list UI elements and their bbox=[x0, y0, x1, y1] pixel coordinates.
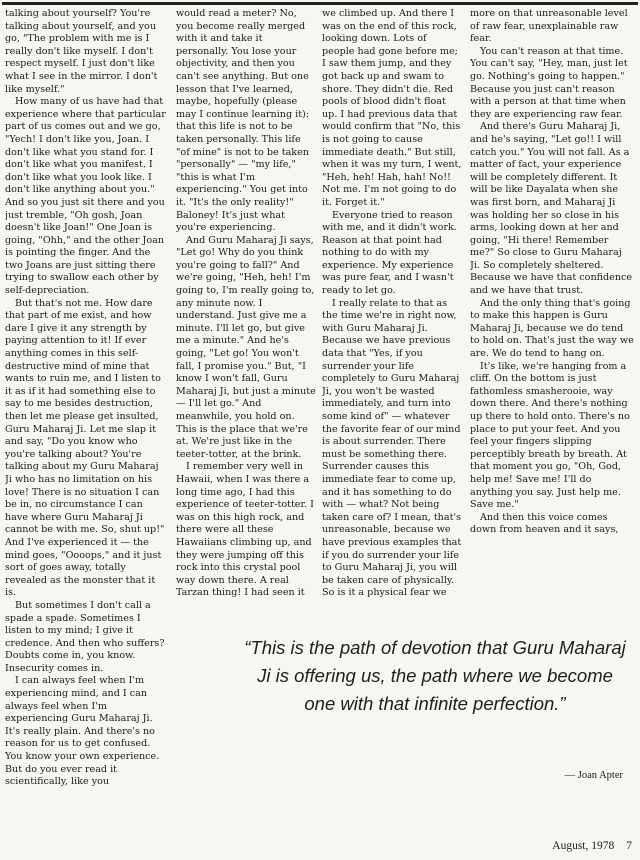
paragraph: But sometimes I don't call a spade a spade. Sometimes I listen to my mind; I give it credence. And then who suffers? Doubts come in, you know. Insecurity comes in. bbox=[5, 599, 165, 674]
paragraph: talking about yourself? You're talking about yourself, and you go, "The problem with me is I really don't like myself. I don't respect myself. I just don't like what I see in the mirror. I don't like myself." bbox=[5, 8, 158, 95]
pull-quote: “This is the path of devotion that Guru Maharaj Ji is offering us, the path where we become one with that infinite perfection.” bbox=[244, 637, 626, 714]
paragraph: And the only thing that's going to make this happen is Guru Maharaj Ji, because we do tend to hold on. That's just the way we are. We do tend to hang on. bbox=[470, 297, 634, 360]
paragraph: And there's Guru Maharaj Ji, and he's saying, "Let go!! I will catch you." You will not fall. As a matter of fact, your experience will be completely different. It will be like Dayalata when she was first born, and Maharaj Ji was holding her so close in his arms, looking down at her and going, "Hi there! Remember me?" So close to Guru Maharaj Ji. So completely sheltered. Because we have that confidence and we have that trust. bbox=[470, 121, 633, 297]
paragraph: It's like, we're hanging from a cliff. On the bottom is just fathomless smasherooie, way down there. And there's nothing up there to hold onto. There's no place to put your feet. And you feel your fingers slipping perceptibly breath by breath. At that moment you go, "Oh, God, help me! Save me! I'll do anything you say. Just help me. Save me." bbox=[470, 360, 630, 511]
paragraph: How many of us have had that experience where that particular part of us comes out and we go, "Yech! I don't like you, Joan. I don't like what you stand for. I don't like what you manifest. I don't like what you look like. I don't like anything about you." And so you just sit there and you just tremble, "Oh gosh, Joan doesn't like Joan!" One Joan is going, "Ohh," and the other Joan is pointing the finger. And the two Joans are just sitting there trying to swallow each other by self-depreciation. bbox=[5, 96, 166, 297]
text-column-4 bbox=[470, 8, 634, 598]
paragraph: would read a meter? No, you become really merged with it and take it personally. You lose your objectivity, and then you can't see anything. But one lesson that I've learned, maybe, hopefully (please may I continue learning it): that this life is not to be taken personally. This life "of mine" is not to be taken "personally" — "my life," "this is what I'm experiencing." You get into it. "It's the only reality!" Baloney! It's just what you're experiencing. bbox=[176, 8, 310, 234]
issue-date: August, 1978 bbox=[552, 840, 615, 852]
paragraph: You can't reason at that time. You can't say, "Hey, man, just let go. Nothing's going to happen." Because you just can't reason with a person at that time when they are experiencing raw fear. bbox=[470, 45, 628, 120]
paragraph: But that's not me. How dare that part of me exist, and how dare I give it any strength by paying attention to it! If ever anything comes in this self-destructive mind of mine that wants to ruin me, and I listen to it as if it had something else to say to me besides destruction, then let me please get insulted, Guru Maharaj Ji. Let me slap it and say, "Do you know who you're talking about? You're talking about my Guru Maharaj Ji who has no limitation on his love! There is no situation I can be in, no circumstance I can have where Guru Maharaj Ji cannot be with me. So, shut up!" And I've experienced it — the mind goes, "Oooops," and it just sort of goes away, totally revealed as the monster that it is. bbox=[5, 297, 165, 599]
paragraph: And then this voice comes down from heaven and it says, bbox=[470, 511, 619, 536]
paragraph: we climbed up. And there I was on the end of this rock, looking down. Lots of people had gone before me; I saw them jump, and they got back up and swam to shore. They didn't die. Red pools of blood didn't float up. I had previous data that would confirm that "No, this is not going to cause immediate death." But still, when it was my turn, I went, "Heh, heh! Hah, hah! No!! Not me. I'm not going to do it. Forget it." bbox=[322, 8, 462, 208]
paragraph: And Guru Maharaj Ji says, "Let go! Why do you think you're going to fall?" And we're going, "Heh, heh! I'm going to, I'm really going to, any minute now. I understand. Just give me a minute. I'll let go, but give me a minute." And he's going, "Let go! You won't fall, I promise you." But, "I know I won't fall, Guru Maharaj Ji, but just a minute — I'll let go." And meanwhile, you hold on. This is the place that we're at. We're just like in the teeter-totter, at the brink. bbox=[176, 234, 316, 460]
text-column-2 bbox=[176, 8, 316, 598]
pull-quote-attribution: — Joan Apter bbox=[564, 770, 623, 781]
paragraph: I remember very well in Hawaii, when I was there a long time ago, I had this experience of teeter-totter. I was on this high rock, and there were all these Hawaiians climbing up, and they were jumping off this rock into this crystal pool way down there. A real Tarzan thing! I had seen it bbox=[176, 461, 314, 598]
paragraph: I really relate to that as the time we're in right now, with Guru Maharaj Ji. Because we have previous data that "Yes, if you surrender your life completely to Guru Maharaj Ji, you won't be wasted immediately, and turn into some kind of" — whatever the favorite fear of our mind is about surrender. There must be something there. Surrender causes this immediate fear to come up, and it has something to do with — what? Not being taken care of? I mean, that's unreasonable, because we have previous examples that if you do surrender your life to Guru Maharaj Ji, you will be taken care of physically. So is it a physical fear we bbox=[322, 297, 462, 598]
text-column-1 bbox=[5, 8, 167, 840]
top-rule bbox=[2, 2, 638, 5]
paragraph: more on that unreasonable level of raw fear, unexplainable raw fear. bbox=[470, 8, 628, 45]
text-column-3 bbox=[322, 8, 462, 598]
page-number: 7 bbox=[626, 840, 632, 852]
page-footer bbox=[552, 840, 632, 852]
paragraph: I can always feel when I'm experiencing mind, and I can always feel when I'm experiencing Guru Maharaj Ji. It's really plain. And there's no reason for us to get confused. You know your own experience. But do you ever read it scientifically, like you bbox=[5, 675, 160, 788]
paragraph: Everyone tried to reason with me, and it didn't work. Reason at that point had nothing to do with my experience. My experience was pure fear, and I wasn't ready to let go. bbox=[322, 209, 457, 297]
